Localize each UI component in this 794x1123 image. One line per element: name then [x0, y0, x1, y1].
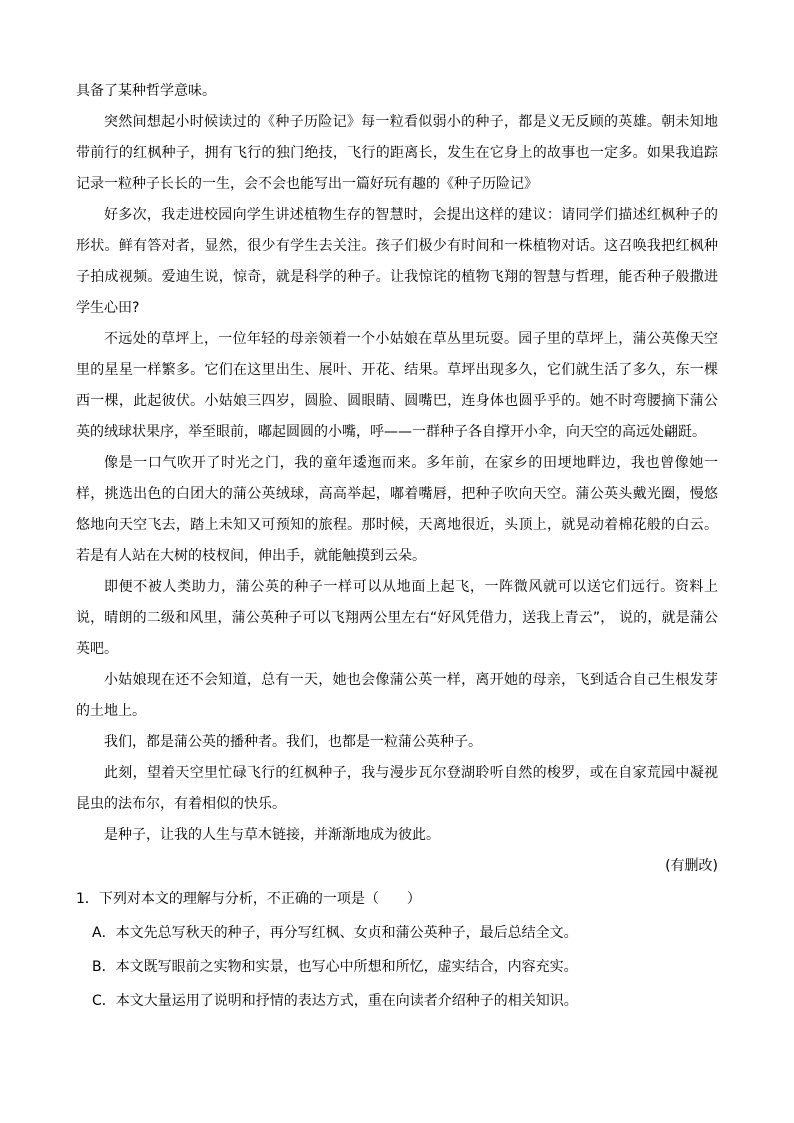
paragraph: 我们，都是蒲公英的播种者。我们，也都是一粒蒲公英种子。 [104, 734, 482, 750]
answer-option-a: A．本文先总写秋天的种子，再分写红枫、女贞和蒲公英种子，最后总结全文。 [92, 925, 578, 941]
paragraph: 好多次，我走进校园向学生讲述植物生存的智慧时，会提出这样的建议：请同学们描述红枫种子的形状。鲜有答对者，显然，很少有学生去关注。孩子们极少有时间和一株植物对话。这召唤我把红枫种子拍成视频。爱迪生说，惊奇，就是科学的种子。让我惊诧的植物飞翔的智慧与哲理，能否种子般撒进学生心田? [76, 207, 718, 316]
paragraph: 突然间想起小时候读过的《种子历险记》每一粒看似弱小的种子，都是义无反顾的英雄。朝未知地带前行的红枫种子，拥有飞行的独门绝技，飞行的距离长，发生在它身上的故事也一定多。如果我追踪记录一粒种子长长的一生，会不会也能写出一篇好玩有趣的《种子历险记》 [76, 114, 718, 192]
paragraph: 不远处的草坪上，一位年轻的母亲领着一个小姑娘在草丛里玩耍。园子里的草坪上，蒲公英像天空里的星星一样繁多。它们在这里出生、展叶、开花、结果。草坪出现多久，它们就生活了多久，东一棵西一棵，此起彼伏。小姑娘三四岁，圆脸、圆眼睛、圆嘴巴，连身体也圆乎乎的。她不时弯腰摘下蒲公英的绒球状果序，举至眼前，嘟起圆圆的小嘴，呼——一群种子各自撑开小伞，向天空的高远处翩跹。 [76, 331, 718, 440]
paragraph: 小姑娘现在还不会知道，总有一天，她也会像蒲公英一样，离开她的母亲，飞到适合自己生根发芽的土地上。 [76, 672, 718, 719]
answer-option-b: B．本文既写眼前之实物和实景，也写心中所想和所忆，虚实结合，内容充实。 [92, 959, 578, 975]
source-note: (有删改) [665, 858, 718, 874]
question-stem: 1．下列对本文的理解与分析，不正确的一项是（ ） [76, 891, 421, 907]
question-block [76, 882, 718, 1018]
document-page [76, 76, 718, 1018]
paragraph: 具备了某种哲学意味。 [76, 83, 216, 99]
paragraph: 像是一口气吹开了时光之门，我的童年逶迤而来。多年前，在家乡的田埂地畔边，我也曾像她一样，挑选出色的白团大的蒲公英绒球，高高举起，嘟着嘴唇，把种子吹向天空。蒲公英头戴光圈，慢悠悠地向天空飞去，踏上未知又可预知的旅程。那时候，天离地很近，头顶上，就晃动着棉花般的白云。若是有人站在大树的枝杈间，伸出手，就能触摸到云朵。 [76, 455, 718, 564]
passage [76, 76, 718, 882]
paragraph: 此刻，望着天空里忙碌飞行的红枫种子，我与漫步瓦尔登湖聆听自然的梭罗，或在自家荒园中凝视昆虫的法布尔，有着相似的快乐。 [76, 765, 718, 812]
paragraph: 即便不被人类助力，蒲公英的种子一样可以从地面上起飞，一阵微风就可以送它们远行。资料上说，晴朗的二级和风里，蒲公英种子可以飞翔两公里左右“好风凭借力，送我上青云”， 说的，就是蒲公英吧。 [76, 579, 718, 657]
answer-option-c: C．本文大量运用了说明和抒情的表达方式，重在向读者介绍种子的相关知识。 [92, 993, 578, 1009]
paragraph: 是种子，让我的人生与草木链接，并渐渐地成为彼此。 [104, 827, 440, 843]
